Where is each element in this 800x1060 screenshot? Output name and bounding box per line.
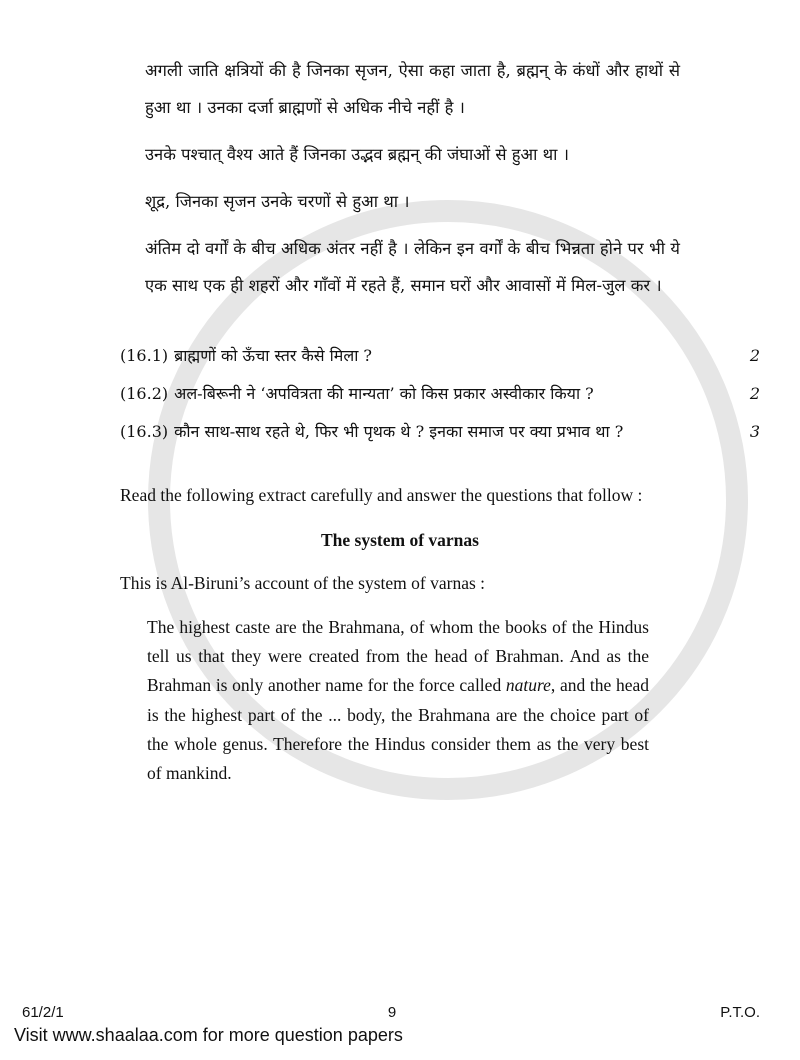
quote-text: , and the head is the highest part of the ... body, the Brahmana are the choice part of the whole genus. Therefore the Hindus consider them as the very best of mankind. [147, 675, 649, 784]
question-16-2 [120, 382, 760, 406]
quote-italic: nature [505, 675, 551, 696]
page-number: 9 [387, 1004, 397, 1021]
question-number: (16.1) [120, 346, 169, 365]
hindi-paragraph: शूद्र, जिनका सृजन उनके चरणों से हुआ था । [145, 192, 410, 211]
question-16-1 [120, 344, 760, 368]
pto-label: P.T.O. [720, 1004, 760, 1021]
quote-extract [147, 613, 649, 788]
question-marks: 2 [749, 384, 760, 403]
question-text: कौन साथ-साथ रहते थे, फिर भी पृथक थे ? इनका समाज पर क्या प्रभाव था ? [174, 422, 624, 441]
question-16-3 [120, 420, 760, 444]
visit-link[interactable]: Visit www.shaalaa.com for more question papers [14, 1025, 403, 1045]
question-marks: 3 [749, 422, 760, 441]
question-number: (16.3) [120, 422, 169, 441]
quote-text: The highest caste are the Brahmana, of whom the books of the Hindus tell us that they were created from the head of Brahman. And as the Brahman is only another name for the force called [147, 617, 649, 696]
extract-title: The system of varnas [321, 530, 479, 550]
hindi-paragraph: अगली जाति क्षत्रियों की है जिनका सृजन, ऐसा कहा जाता है, ब्रह्मन् के कंधों और हाथों से हुआ था । उनका दर्जा ब्राह्मणों से अधिक नीचे नहीं है । [145, 61, 680, 117]
question-text: ब्राह्मणों को ऊँचा स्तर कैसे मिला ? [174, 346, 373, 365]
question-number: (16.2) [120, 384, 169, 403]
question-marks: 2 [749, 346, 760, 365]
paper-code: 61/2/1 [22, 1004, 64, 1021]
page-footer [0, 1004, 800, 1046]
hindi-paragraph: अंतिम दो वर्गों के बीच अधिक अंतर नहीं है । लेकिन इन वर्गों के बीच भिन्नता होने पर भी ये एक साथ एक ही शहरों और गाँवों में रहते हैं, समान घरों और आवासों में मिल-जुल कर । [145, 239, 680, 295]
question-text: अल-बिरूनी ने ‘अपवित्रता की मान्यता’ को किस प्रकार अस्वीकार किया ? [174, 384, 594, 403]
hindi-paragraph: उनके पश्चात् वैश्य आते हैं जिनका उद्भव ब्रह्मन् की जंघाओं से हुआ था । [145, 145, 569, 164]
instruction: Read the following extract carefully and answer the questions that follow : [120, 485, 643, 505]
footer-row [0, 1004, 800, 1022]
question-list [0, 344, 800, 444]
intro-line: This is Al-Biruni’s account of the system of varnas : [120, 573, 486, 593]
